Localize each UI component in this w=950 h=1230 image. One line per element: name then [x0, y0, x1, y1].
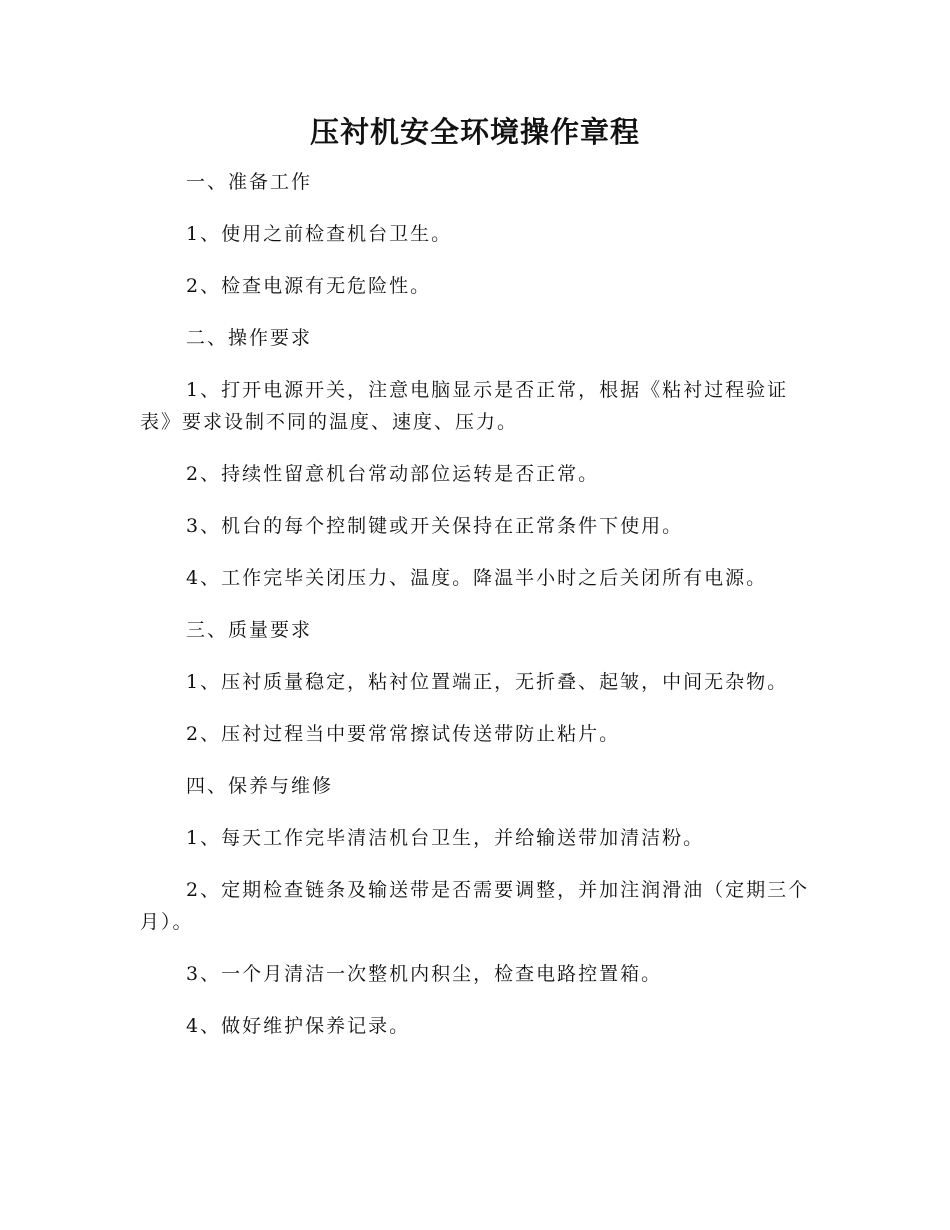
paragraph: 1、打开电源开关，注意电脑显示是否正常，根据《粘衬过程验证表》要求设制不同的温度、速度、压力。: [140, 379, 789, 433]
paragraph: 1、压衬质量稳定，粘衬位置端正，无折叠、起皱，中间无杂物。: [186, 671, 789, 693]
document-body: [140, 166, 810, 1042]
section-heading-preparation: 一、准备工作: [186, 171, 313, 193]
paragraph: 2、压衬过程当中要常常擦试传送带防止粘片。: [186, 723, 621, 745]
paragraph: 2、检查电源有无危险性。: [186, 275, 432, 297]
paragraph: 3、一个月清洁一次整机内积尘，检查电路控置箱。: [186, 963, 663, 985]
paragraph: 1、每天工作完毕清洁机台卫生，并给输送带加清洁粉。: [186, 827, 705, 849]
paragraph: 2、持续性留意机台常动部位运转是否正常。: [186, 463, 600, 485]
document-title: 压衬机安全环境操作章程: [309, 115, 640, 149]
paragraph: 4、工作完毕关闭压力、温度。降温半小时之后关闭所有电源。: [186, 567, 768, 589]
paragraph: 1、使用之前检查机台卫生。: [186, 223, 453, 245]
paragraph: 4、做好维护保养记录。: [186, 1015, 411, 1037]
section-heading-operation: 二、操作要求: [186, 327, 313, 349]
section-heading-maintenance: 四、保养与维修: [186, 775, 334, 797]
paragraph: 2、定期检查链条及输送带是否需要调整，并加注润滑油（定期三个月）。: [140, 879, 810, 933]
section-heading-quality: 三、质量要求: [186, 619, 313, 641]
paragraph: 3、机台的每个控制键或开关保持在正常条件下使用。: [186, 515, 684, 537]
